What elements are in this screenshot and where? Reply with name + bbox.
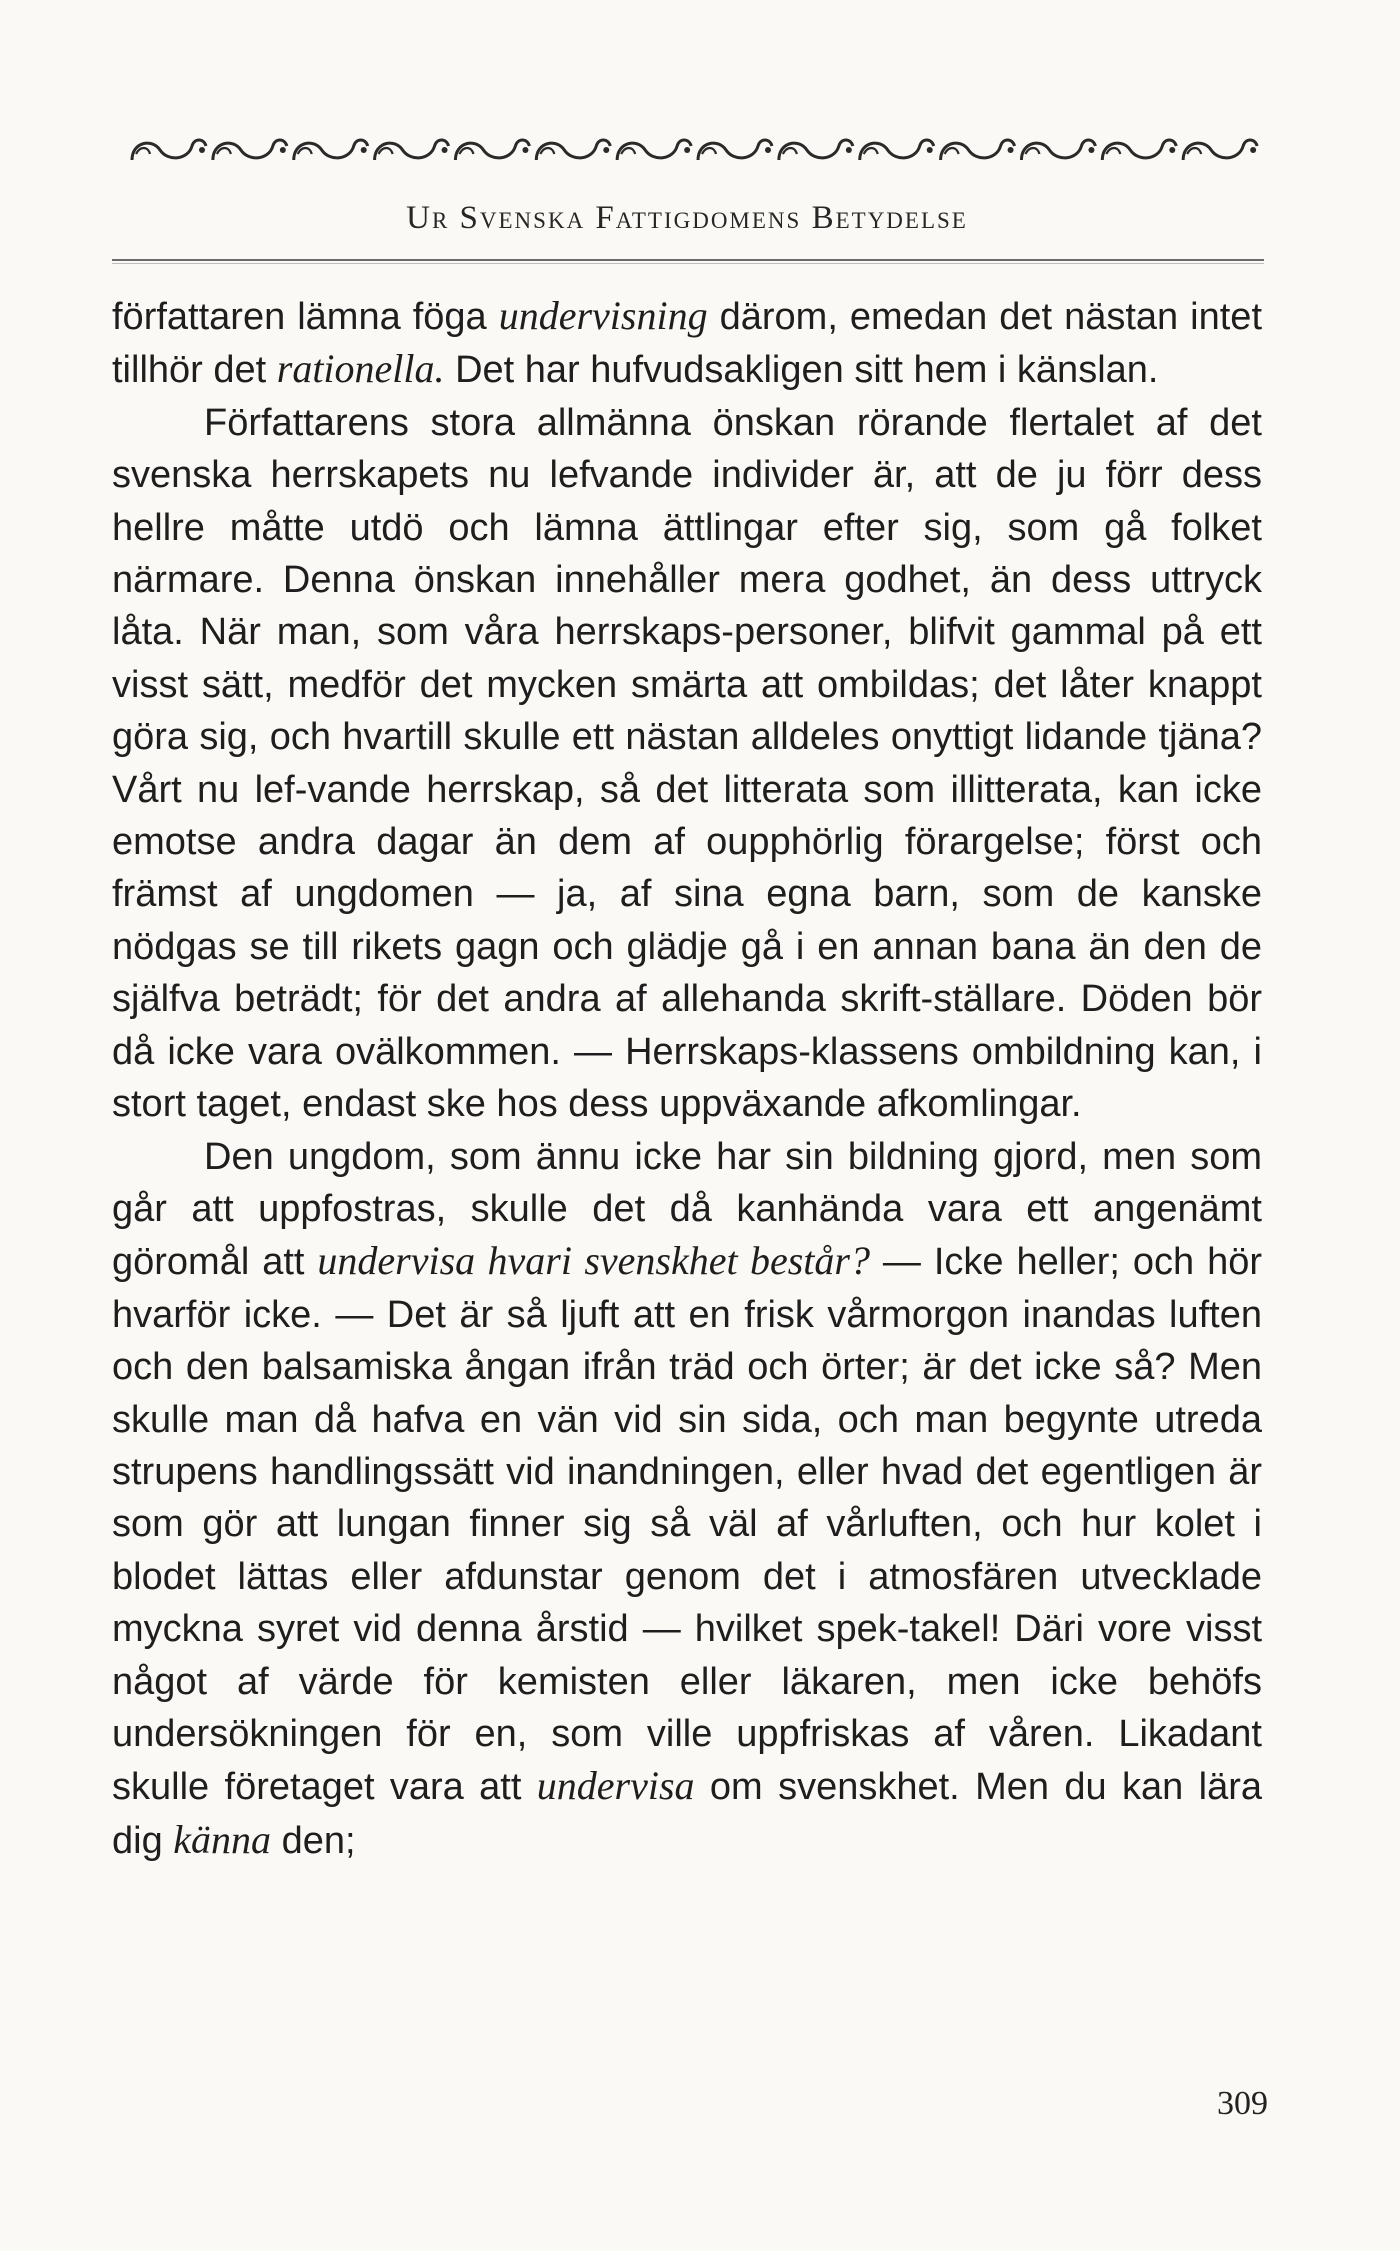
- text-span: därom, emedan det nästan intet tillhör det: [112, 296, 1263, 392]
- header-rule-thin: [112, 263, 1264, 264]
- paragraph-1: [112, 290, 1262, 397]
- scroll-ornament-unit: [294, 140, 368, 160]
- decorative-scroll-border: [128, 130, 1260, 170]
- text-span: Den ungdom, som ännu icke har sin bildning gjord, men som går att uppfostras, skulle det då kanhända vara ett angenämt göromål att: [112, 1135, 1262, 1284]
- scroll-ornament-unit: [213, 140, 287, 160]
- italic-span: undervisning: [498, 293, 708, 338]
- scroll-ornament-unit: [375, 140, 449, 160]
- page-body: [112, 290, 1262, 1867]
- scroll-ornament-unit: [860, 140, 934, 160]
- scroll-ornament-unit: [536, 140, 610, 160]
- scroll-ornament-unit: [779, 140, 853, 160]
- scroll-ornament-unit: [698, 140, 772, 160]
- scroll-ornament-unit: [1102, 140, 1176, 160]
- italic-span: undervisa: [536, 1763, 695, 1809]
- italic-span: undervisa hvari svenskhet består?: [317, 1238, 870, 1284]
- page-number: 309: [1217, 2085, 1268, 2122]
- paragraph-2: Författarens stora allmänna önskan rörande flertalet af det svenska herrskapets nu lefvande individer är, att de ju förr dess hellre måtte utdö och lämna ättlingar efter sig, som gå folket närmare. Denna önskan innehåller mera godhet, än dess uttryck låta. När man, som våra herrskaps-personer, blifvit gammal på ett visst sätt, medför det mycken smärta att ombildas; det låter knappt göra sig, och hvartill skulle ett nästan alldeles onyttigt lidande tjäna? Vårt nu lef-vande herrskap, så det litterata som illitterata, kan icke emotse andra dagar än dem af oupphörlig förargelse; först och främst af ungdomen — ja, af sina egna barn, som de kanske nödgas se till rikets gagn och glädje gå i en annan bana än den de själfva beträdt; för det andra af allehanda skrift-ställare. Döden bör då icke vara ovälkommen. — Herrskaps-klassens ombildning kan, i stort taget, endast ske hos dess uppväxande afkomlingar.: [112, 401, 1262, 1126]
- italic-span: rationella.: [276, 346, 445, 392]
- text-span: författaren lämna föga: [112, 296, 499, 338]
- text-span: — Icke heller; och hör hvarför icke. — Det är så ljuft att en frisk vårmorgon inandas luften och den balsamiska ångan ifrån träd och örter; är det icke så? Men skulle man då hafva en vän vid sin sida, och man begynte utreda strupens handlingssätt vid inandningen, eller hvad det egentligen är som gör att lungan finner sig så väl af vårluften, och hur kolet i blodet lättas eller afdunstar genom det i atmosfären utvecklade myckna syret vid denna årstid — hvilket spek-takel! Däri vore visst något af värde för kemisten eller läkaren, men icke behöfs undersökningen för en, som ville uppfriskas af våren. Likadant skulle företaget vara att: [112, 1241, 1263, 1809]
- running-header: Ur Svenska Fattigdomens Betydelse: [406, 200, 968, 236]
- italic-span: känna: [173, 1816, 272, 1862]
- scroll-ornament-unit: [617, 140, 691, 160]
- scroll-ornament-unit: [1183, 140, 1257, 160]
- scroll-ornament-unit: [1021, 140, 1095, 160]
- scroll-ornament-unit: [132, 140, 206, 160]
- scroll-ornament-unit: [455, 140, 529, 160]
- header-rule: [112, 259, 1264, 261]
- text-span: Det har hufvudsakligen sitt hem i känslan.: [444, 349, 1159, 392]
- text-span: om svenskhet. Men du kan lära dig: [112, 1766, 1262, 1862]
- scroll-ornament-unit: [941, 140, 1015, 160]
- text-span: den;: [271, 1819, 356, 1862]
- paragraph-3: [112, 1131, 1262, 1868]
